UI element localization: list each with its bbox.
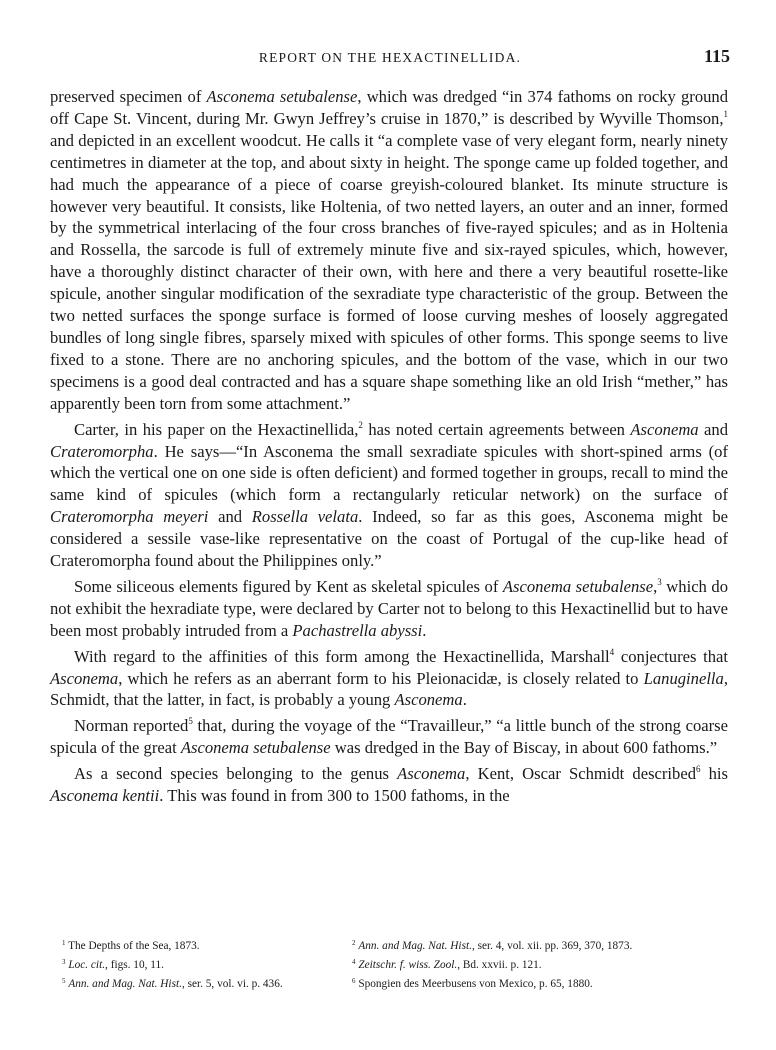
footnote-ref: 6	[696, 764, 701, 775]
text-run: was dredged in the Bay of Biscay, in about 600 fathoms.”	[330, 738, 718, 758]
italic-text: Pachastrella abyssi	[292, 620, 423, 640]
text-run: and	[208, 507, 252, 527]
italic-text: Loc. cit.	[68, 959, 106, 971]
text-run: , ser. 5, vol. vi. p. 436.	[181, 978, 283, 990]
paragraph	[50, 86, 728, 415]
text-run: which do not exhibit the hexradiate type, were declared by Carter not to belong to this Hexactinellid but to have been most probably intruded from a	[50, 576, 728, 640]
text-run: , which he refers as an aberrant form to his Pleionacidæ, is closely related to	[118, 668, 644, 688]
italic-text: Zeitschr. f. wiss. Zool.	[358, 959, 458, 971]
text-run: that, during the voyage of the “Travailleur,” “a little bunch of the strong coarse spicula of the great	[50, 716, 728, 758]
text-run: .	[422, 620, 427, 640]
paragraph	[50, 576, 728, 642]
italic-text: Asconema	[397, 764, 466, 784]
text-run: his	[700, 764, 728, 784]
footnote-ref: 1	[723, 108, 728, 119]
italic-text: Asconema	[50, 668, 119, 688]
footnote	[62, 976, 352, 992]
text-run: , ser. 4, vol. xii. pp. 369, 370, 1873.	[471, 940, 633, 952]
text-run: . This was found in from 300 to 1500 fathoms, in the	[159, 786, 510, 806]
footnote-number: 2	[352, 939, 356, 947]
italic-text: Asconema setubalense	[180, 738, 331, 758]
italic-text: Asconema setubalense	[206, 87, 358, 106]
footnote	[62, 957, 352, 973]
paragraph	[50, 715, 728, 759]
footnote-number: 6	[352, 977, 356, 985]
text-run: With regard to the affinities of this form among the Hexactinellida, Marshall	[74, 646, 610, 666]
paragraph	[50, 419, 728, 572]
footnote-number: 5	[62, 977, 66, 985]
footnote-number: 1	[62, 939, 66, 947]
text-run: . He says—“In Asconema the small sexradiate spicules with short-spined arms (of which the vertical one on one side is often deficient) and formed together in groups, recall to mind the same kind of spicules (which form a rectangularly reticular network) on the surface of	[50, 441, 728, 505]
text-run: , which was dredged “in 374 fathoms on rocky ground off Cape St. Vincent, during Mr. Gwyn Jeffrey’s cruise in 1870,” is described by Wyville Thomson,	[50, 87, 729, 128]
text-run: , Kent, Oscar Schmidt described	[465, 764, 696, 784]
italic-text: Asconema	[394, 690, 463, 710]
italic-text: Crateromorpha	[50, 441, 154, 461]
footnote-ref: 4	[609, 646, 615, 657]
text-run: Norman reported	[74, 716, 189, 736]
footnote-ref: 5	[188, 716, 193, 727]
page-number: 115	[703, 46, 730, 66]
footnote	[352, 976, 728, 992]
italic-text: Rossella velata	[251, 507, 359, 527]
italic-text: Asconema	[630, 419, 699, 439]
text-run: , figs. 10, 11.	[105, 959, 164, 971]
text-run: Spongien des Meerbusens von Mexico, p. 65, 1880.	[358, 978, 593, 990]
italic-text: Lanuginella	[643, 668, 724, 688]
text-run: preserved specimen of	[50, 87, 207, 106]
paragraph	[50, 646, 728, 712]
paragraph	[50, 763, 728, 807]
running-title: REPORT ON THE HEXACTINELLIDA.	[258, 50, 522, 65]
italic-text: Crateromorpha meyeri	[50, 507, 209, 527]
text-run: .	[462, 690, 467, 710]
text-run: ,	[653, 576, 658, 596]
footnote	[352, 957, 728, 973]
italic-text: Ann. and Mag. Nat. Hist.	[358, 940, 472, 952]
text-run: , Schmidt, that the latter, in fact, is probably a young	[50, 668, 728, 710]
footnote-ref: 2	[358, 419, 363, 430]
text-run: Some siliceous elements figured by Kent as skeletal spicules of	[74, 576, 503, 596]
text-run: conjectures that	[614, 646, 728, 666]
italic-text: Asconema kentii	[50, 786, 160, 806]
footnote-ref: 3	[657, 576, 662, 587]
footnotes	[62, 938, 728, 992]
running-head	[50, 46, 730, 70]
text-run: As a second species belonging to the genus	[74, 764, 398, 784]
text-run: The Depths of the Sea, 1873.	[68, 940, 200, 952]
text-run: has noted certain agreements between	[362, 419, 631, 439]
text-run: , Bd. xxvii. p. 121.	[457, 959, 542, 971]
footnote	[62, 938, 352, 954]
italic-text: Ann. and Mag. Nat. Hist.	[68, 978, 182, 990]
text-run: Carter, in his paper on the Hexactinellida,	[74, 419, 359, 439]
text-run: and depicted in an excellent woodcut. He calls it “a complete vase of very elegant form, nearly ninety centimetres in diameter at the top, and about sixty in height. The sponge came up folded together, and had much the appearance of a piece of coarse greyish-coloured blanket. Its minute structure is however very beautiful. It consists, like Holtenia, of two netted layers, an outer and an inner, formed by the symmetrical interlacing of the four cross branches of five-rayed spicules; and as in Holtenia and Rossella, the sarcode is full of extremely minute five and six-rayed spicules, which, however, have a thoroughly distinct character of their own, with here and there a very beautiful rosette-like spicule, another singular modification of the sexradiate type characteristic of the group. Between the two netted surfaces the sponge surface is formed of loose curving meshes of loosely aggregated bundles of long single fibres, sparsely mixed with spicules of other forms. This sponge seems to live fixed to a stone. There are no anchoring spicules, and the bottom of the vase, which in our two specimens is a good deal contracted and has a square shape something like an old Irish “mether,” has apparently been torn from some attachment.”	[50, 130, 728, 413]
footnote	[352, 938, 728, 954]
footnote-number: 3	[62, 958, 66, 966]
body-text	[50, 86, 728, 811]
footnote-number: 4	[352, 958, 356, 966]
text-run: . Indeed, so far as this goes, Asconema might be considered a sessile vase-like representative on the coast of Portugal of the cup-like head of Crateromorpha found about the Philippines only.”	[50, 507, 728, 571]
text-run: and	[698, 419, 728, 439]
italic-text: Asconema setubalense	[502, 576, 654, 596]
